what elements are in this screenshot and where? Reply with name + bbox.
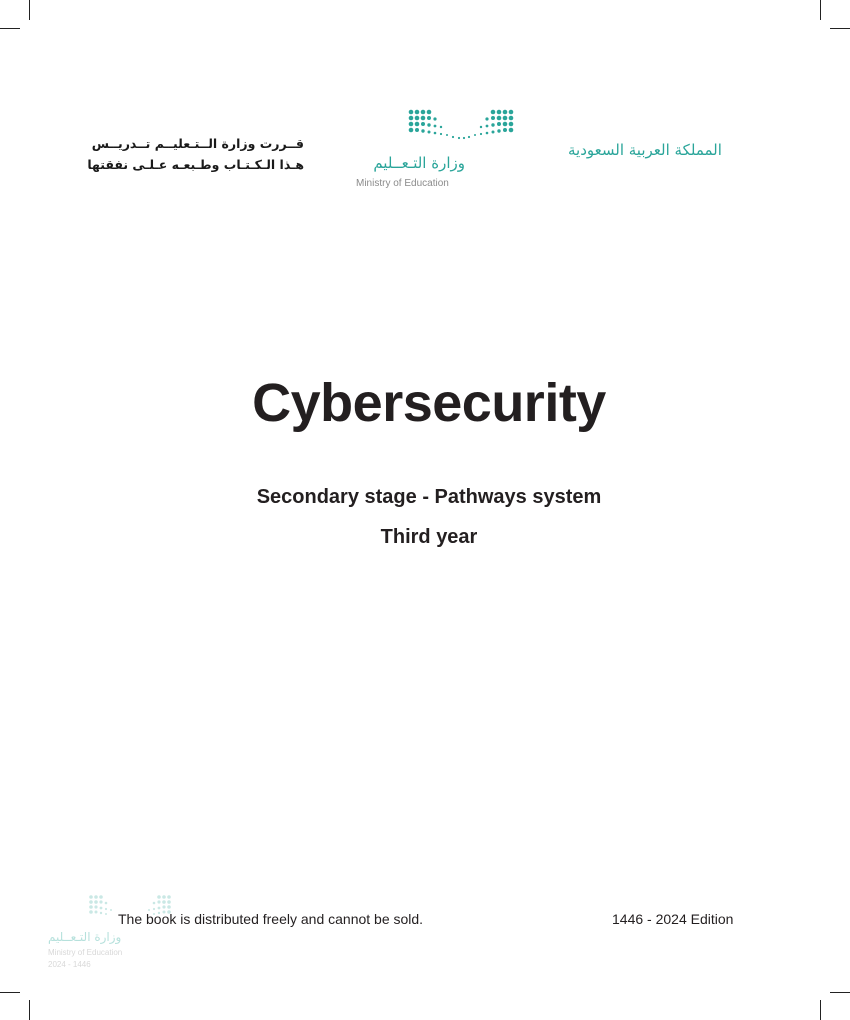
ministry-name-english: Ministry of Education: [356, 178, 449, 189]
crop-mark: [29, 0, 30, 20]
decree-line-2: هـذا الـكـتـاب وطـبعـه عـلـى نفقتها: [87, 157, 304, 172]
ministry-watermark: [44, 894, 174, 974]
crop-mark: [0, 28, 20, 29]
distribution-note: The book is distributed freely and cannot be sold.: [118, 911, 424, 927]
ministry-name-arabic: وزارة التـعــليم: [373, 154, 465, 172]
crop-mark: [820, 0, 821, 20]
crop-mark: [820, 1000, 821, 1020]
crop-mark: [29, 1000, 30, 1020]
edition-label: 1446 - 2024 Edition: [612, 911, 734, 927]
ministry-decree: [87, 133, 304, 175]
ministry-dots-icon: [407, 108, 519, 144]
book-title: Cybersecurity: [252, 373, 606, 433]
crop-mark: [830, 992, 850, 993]
book-subtitle: Secondary stage - Pathways system: [256, 486, 602, 508]
kingdom-name: المملكة العربية السعودية: [568, 141, 722, 159]
watermark-year: 2024 - 1446: [48, 960, 91, 969]
decree-line-1: قــررت وزارة الــتـعليــم تــدريــس: [91, 136, 304, 151]
grade-label: Third year: [380, 526, 478, 548]
ministry-logo: [355, 108, 520, 190]
crop-mark: [830, 28, 850, 29]
watermark-name-english: Ministry of Education: [48, 948, 123, 957]
crop-mark: [0, 992, 20, 993]
watermark-name-arabic: وزارة التـعــليم: [48, 930, 122, 944]
